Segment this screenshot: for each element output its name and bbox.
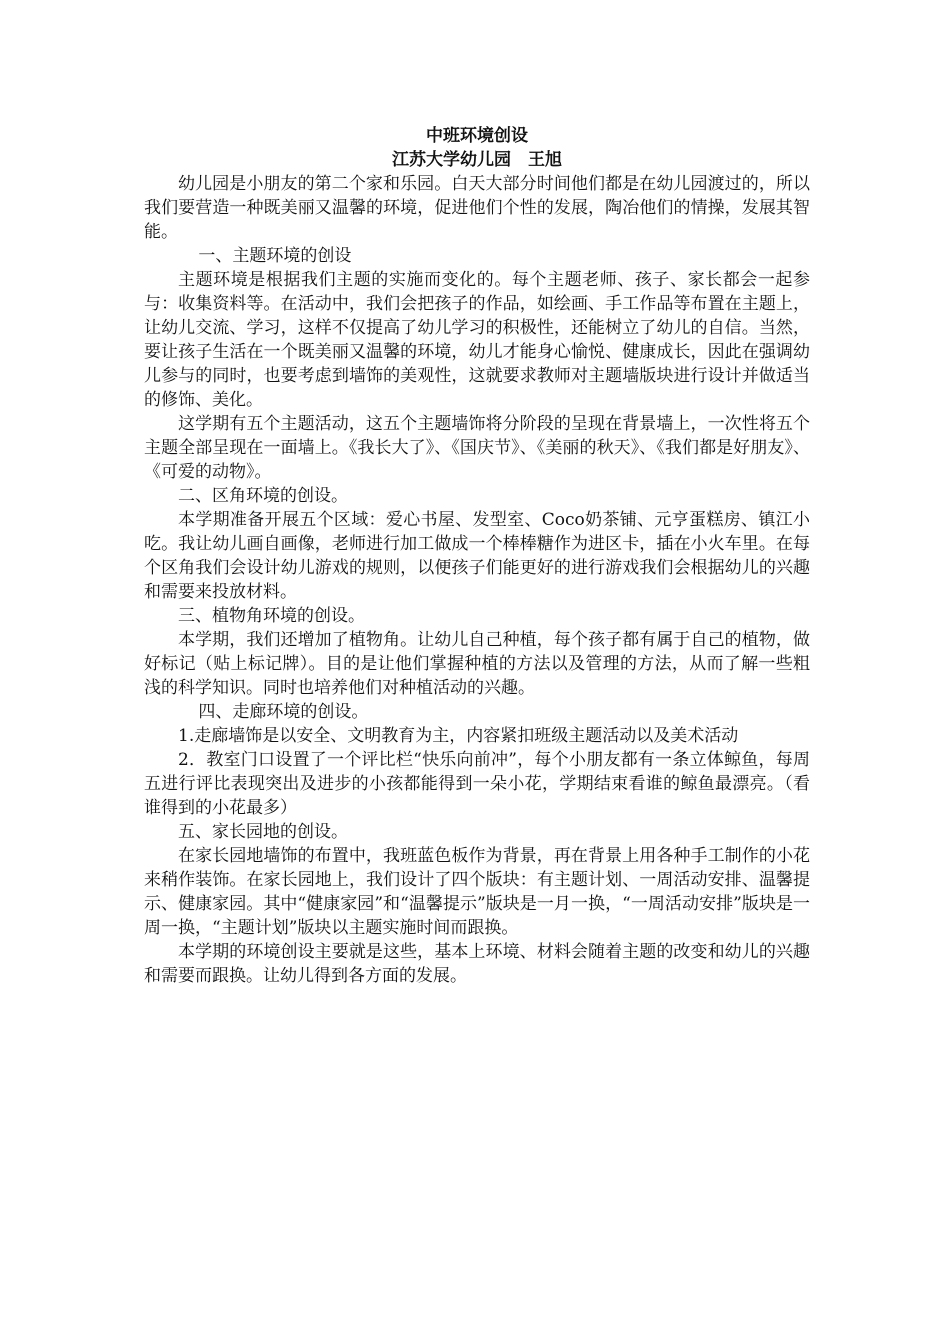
section-5-heading: 五、家长园地的创设。 xyxy=(178,822,348,842)
section-4-heading: 四、走廊环境的创设。 xyxy=(198,702,369,722)
section-2-heading: 二、区角环境的创设。 xyxy=(178,486,348,506)
section-5-paragraph-1: 在家长园地墙饰的布置中，我班蓝色板作为背景，再在背景上用各种手工制作的小花来稍作装饰。在家长园地上，我们设计了四个版块：有主题计划、一周活动安排、温馨提示、健康家园。其中“健康家园”和“温馨提示”版块是一月一换，“一周活动安排”版块是一周一换，“主题计划”版块以主题实施时间而跟换。 xyxy=(144,846,810,938)
conclusion-paragraph: 本学期的环境创设主要就是这些，基本上环境、材料会随着主题的改变和幼儿的兴趣和需要而跟换。让幼儿得到各方面的发展。 xyxy=(144,942,810,986)
intro-paragraph: 幼儿园是小朋友的第二个家和乐园。白天大部分时间他们都是在幼儿园渡过的，所以我们要营造一种既美丽又温馨的环境，促进他们个性的发展，陶冶他们的情操，发展其智能。 xyxy=(144,174,810,242)
document-title: 中班环境创设 xyxy=(426,126,528,146)
section-3-heading: 三、植物角环境的创设。 xyxy=(178,606,365,626)
section-2-paragraph-1: 本学期准备开展五个区域：爱心书屋、发型室、Coco奶茶铺、元亨蛋糕房、镇江小吃。我让幼儿画自画像，老师进行加工做成一个棒棒糖作为进区卡，插在小火车里。在每个区角我们会设计幼儿游戏的规则，以便孩子们能更好的进行游戏我们会根据幼儿的兴趣和需要来投放材料。 xyxy=(144,510,810,602)
section-3-paragraph-1: 本学期，我们还增加了植物角。让幼儿自己种植，每个孩子都有属于自己的植物，做好标记（贴上标记牌）。目的是让他们掌握种植的方法以及管理的方法，从而了解一些粗浅的科学知识。同时也培养他们对种植活动的兴趣。 xyxy=(144,630,810,698)
section-4-paragraph-1: 1.走廊墙饰是以安全、文明教育为主，内容紧扣班级主题活动以及美术活动 xyxy=(178,726,739,746)
section-4-paragraph-2: 2．教室门口设置了一个评比栏“快乐向前冲”，每个小朋友都有一条立体鲸鱼，每周五进行评比表现突出及进步的小孩都能得到一朵小花，学期结束看谁的鲸鱼最漂亮。（看谁得到的小花最多） xyxy=(144,750,810,818)
section-1-paragraph-2: 这学期有五个主题活动，这五个主题墙饰将分阶段的呈现在背景墙上，一次性将五个主题全部呈现在一面墙上。《我长大了》、《国庆节》、《美丽的秋天》、《我们都是好朋友》、《可爱的动物》。 xyxy=(144,414,810,482)
section-1-heading: 一、主题环境的创设 xyxy=(198,246,352,266)
section-1-paragraph-1: 主题环境是根据我们主题的实施而变化的。每个主题老师、孩子、家长都会一起参与：收集资料等。在活动中，我们会把孩子的作品，如绘画、手工作品等布置在主题上，让幼儿交流、学习，这样不仅提高了幼儿学习的积极性，还能树立了幼儿的自信。当然，要让孩子生活在一个既美丽又温馨的环境，幼儿才能身心愉悦、健康成长，因此在强调幼儿参与的同时，也要考虑到墙饰的美观性，这就要求教师对主题墙版块进行设计并做适当的修饰、美化。 xyxy=(144,270,810,410)
document-author: 江苏大学幼儿园 王旭 xyxy=(392,150,562,170)
document-page xyxy=(144,124,810,988)
